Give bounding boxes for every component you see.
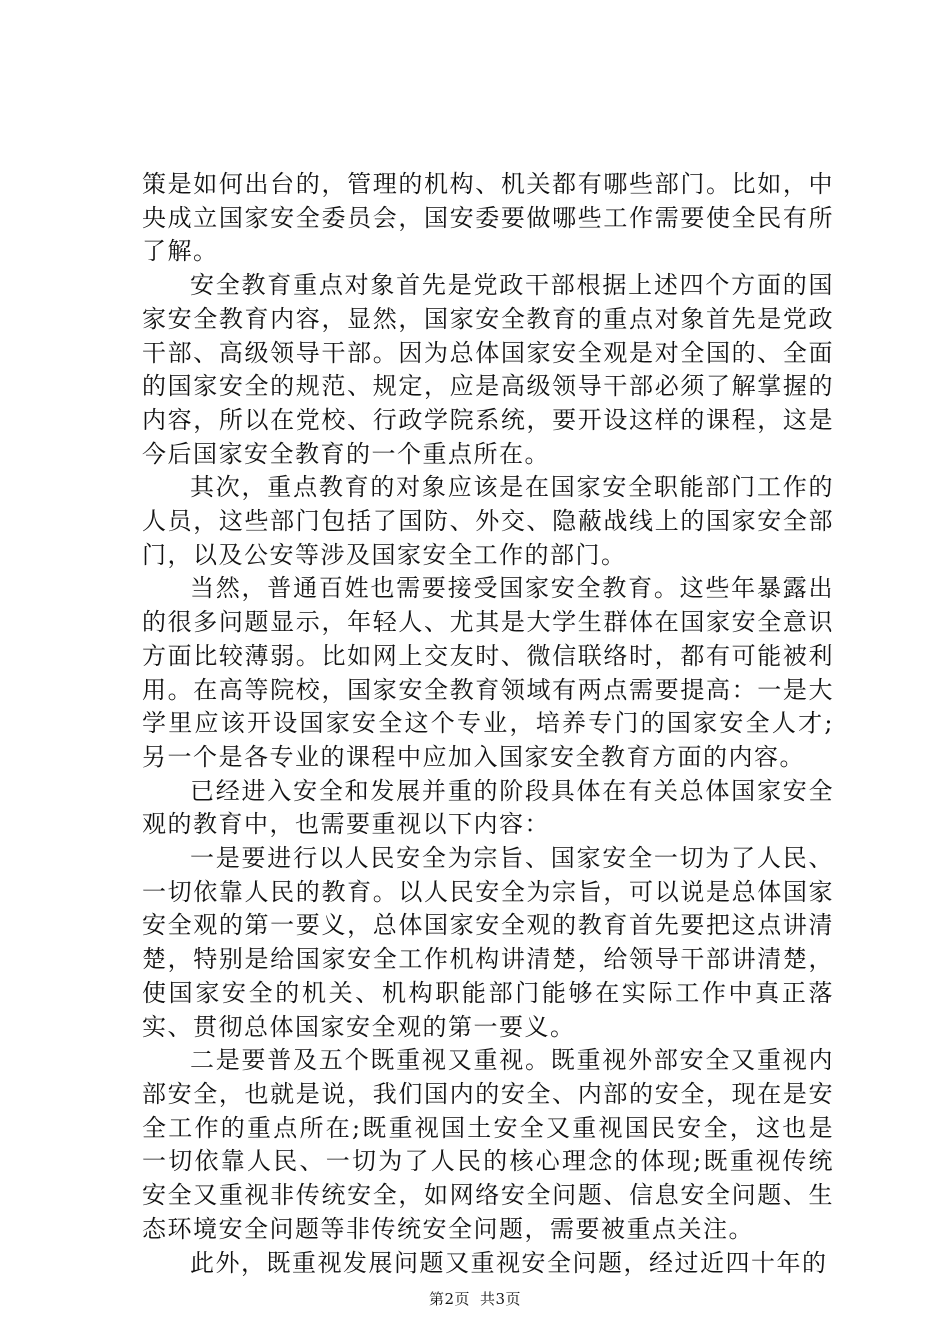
paragraph-5: 已经进入安全和发展并重的阶段具体在有关总体国家安全观的教育中，也需要重视以下内容：	[142, 776, 834, 839]
paragraph-2: 安全教育重点对象首先是党政干部根据上述四个方面的国家安全教育内容，显然，国家安全教育的重点对象首先是党政干部、高级领导干部。因为总体国家安全观是对全国的、全面的国家安全的规范、规定，应是高级领导干部必须了解掌握的内容，所以在党校、行政学院系统，要开设这样的课程，这是今后国家安全教育的一个重点所在。	[142, 271, 834, 468]
paragraph-3: 其次，重点教育的对象应该是在国家安全职能部门工作的人员，这些部门包括了国防、外交、隐蔽战线上的国家安全部门，以及公安等涉及国家安全工作的部门。	[142, 473, 834, 569]
paragraph-7: 二是要普及五个既重视又重视。既重视外部安全又重视内部安全，也就是说，我们国内的安全、内部的安全，现在是安全工作的重点所在;既重视国土安全又重视国民安全，这也是一切依靠人民、一切为了人民的核心理念的体现;既重视传统安全又重视非传统安全，如网络安全问题、信息安全问题、生态环境安全问题等非传统安全问题，需要被重点关注。	[142, 1046, 834, 1243]
page-footer	[0, 1288, 950, 1309]
page-number: 第2页	[428, 1290, 470, 1308]
paragraph-4: 当然，普通百姓也需要接受国家安全教育。这些年暴露出的很多问题显示，年轻人、尤其是大学生群体在国家安全意识方面比较薄弱。比如网上交友时、微信联络时，都有可能被利用。在高等院校，国家安全教育领域有两点需要提高：一是大学里应该开设国家安全这个专业，培养专门的国家安全人才;另一个是各专业的课程中应加入国家安全教育方面的内容。	[142, 574, 834, 771]
paragraph-8: 此外，既重视发展问题又重视安全问题，经过近四十年的	[190, 1248, 828, 1277]
page-total: 共3页	[480, 1290, 522, 1308]
paragraph-6: 一是要进行以人民安全为宗旨、国家安全一切为了人民、一切依靠人民的教育。以人民安全为宗旨，可以说是总体国家安全观的第一要义，总体国家安全观的教育首先要把这点讲清楚，特别是给国家安全工作机构讲清楚，给领导干部讲清楚，使国家安全的机关、机构职能部门能够在实际工作中真正落实、贯彻总体国家安全观的第一要义。	[142, 844, 834, 1041]
document-body	[142, 168, 834, 1280]
paragraph-1: 策是如何出台的，管理的机构、机关都有哪些部门。比如，中央成立国家安全委员会，国安委要做哪些工作需要使全民有所了解。	[142, 170, 834, 266]
